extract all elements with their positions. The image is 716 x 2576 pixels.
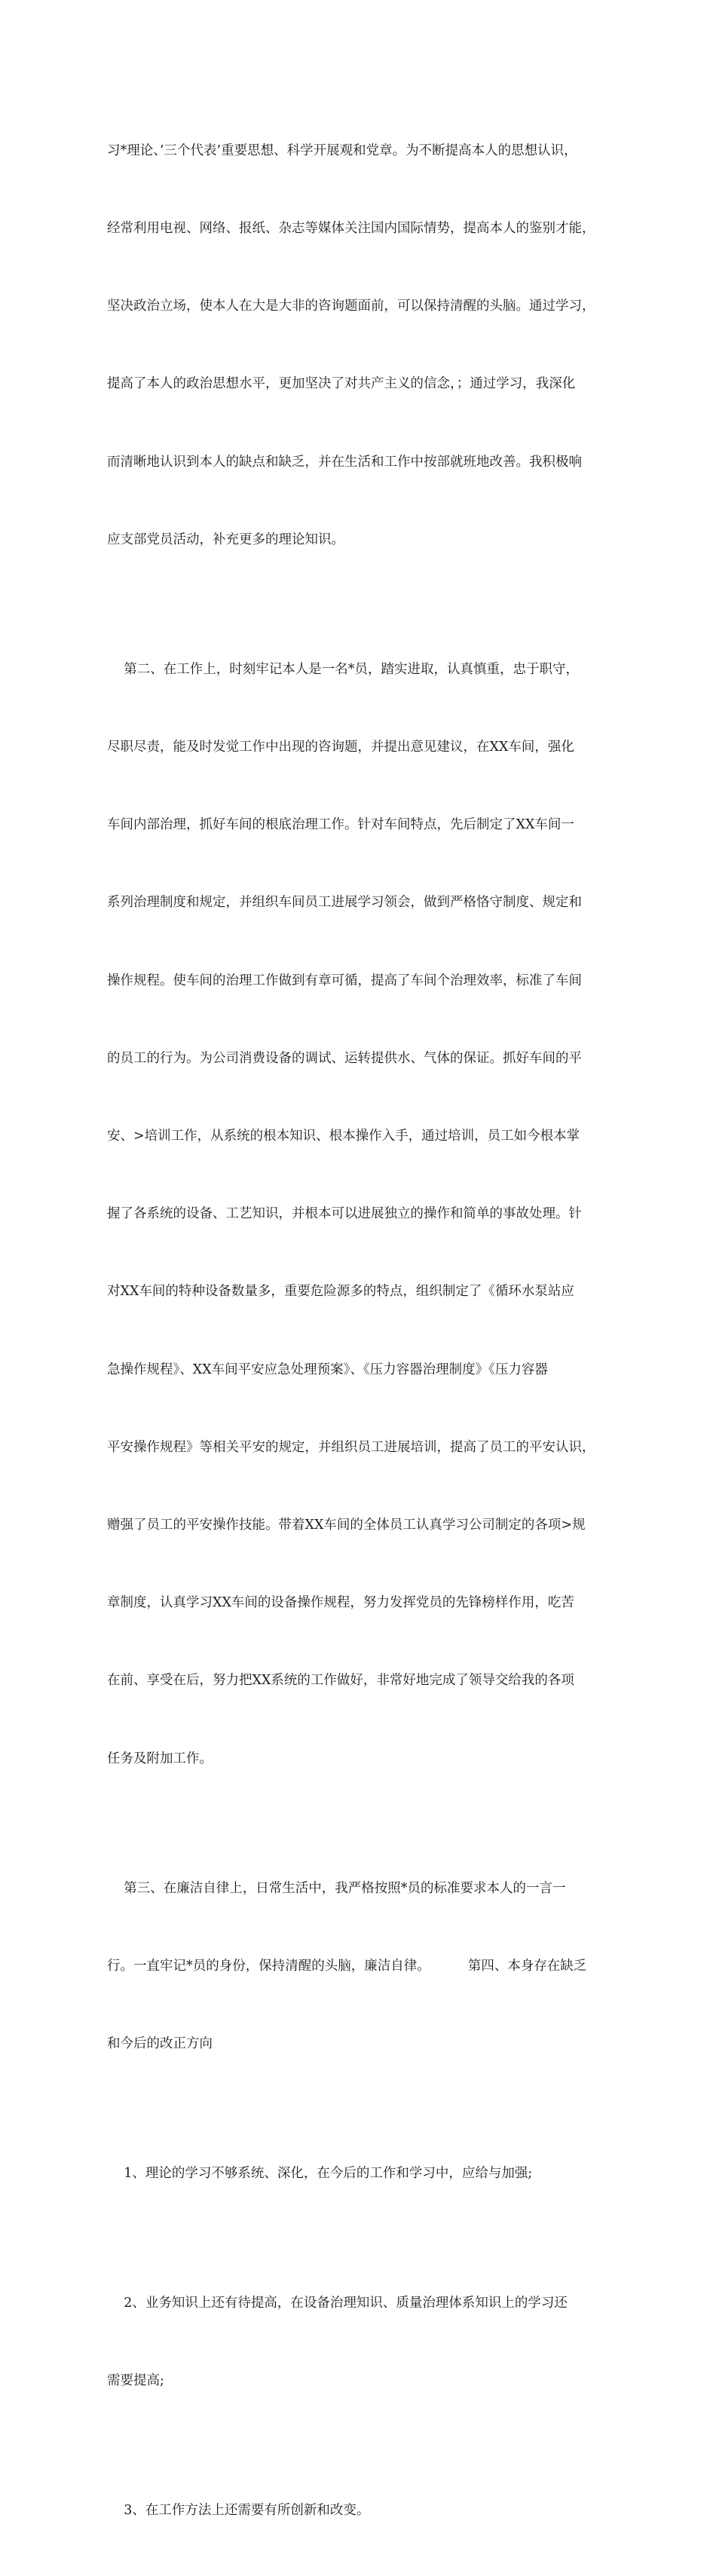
text-line: 握了各系统的设备、工艺知识，并根本可以进展独立的操作和简单的事故处理。针 — [107, 1206, 582, 1222]
list-item-3 — [107, 2446, 627, 2576]
text-line: 行。一直牢记*员的身份，保持清醒的头脑，廉洁自律。 第四、本身存在缺乏 — [107, 1958, 587, 1974]
text-line: 习*理论、’三个代表’重要思想、科学开展观和党章。为不断提高本人的思想认识， — [107, 142, 577, 158]
text-line: 的员工的行为。为公司消费设备的调试、运转提供水、气体的保证。抓好车间的平 — [107, 1050, 582, 1066]
text-line: 安、>培训工作，从系统的根本知识、根本操作入手，通过培训，员工如今根本掌 — [107, 1129, 580, 1144]
text-line: 第三、在廉洁自律上，日常生活中，我严格按照*员的标准要求本人的一言一 — [107, 1880, 566, 1896]
text-line: 赠强了员工的平安操作技能。带着XX车间的全体员工认真学习公司制定的各项>规 — [107, 1518, 586, 1533]
text-line: 尽职尽责，能及时发觉工作中出现的咨询题，并提出意见建议，在XX车间，强化 — [107, 740, 574, 755]
list-item-2 — [107, 2238, 627, 2446]
paragraph-integrity — [107, 1824, 627, 2109]
paragraph-study — [107, 86, 627, 605]
paragraph-work — [107, 605, 627, 1824]
text-line: 在前、享受在后，努力把XX系统的工作做好，非常好地完成了领导交给我的各项 — [107, 1673, 574, 1689]
text-line: 而清晰地认识到本人的缺点和缺乏，并在生活和工作中按部就班地改善。我积极响 — [107, 454, 582, 470]
text-line: 章制度，认真学习XX车间的设备操作规程，努力发挥党员的先锋榜样作用，吃苦 — [107, 1595, 574, 1611]
text-line: 和今后的改正方向 — [107, 2036, 213, 2052]
text-line: 需要提高; — [107, 2373, 164, 2389]
text-line: 2、业务知识上还有待提高，在设备治理知识、质量治理体系知识上的学习还 — [107, 2296, 568, 2311]
text-line: 应支部党员活动，补充更多的理论知识。 — [107, 531, 344, 547]
text-line: 3、在工作方法上还需要有所创新和改变。 — [107, 2503, 370, 2519]
text-line: 车间内部治理，抓好车间的根底治理工作。针对车间特点，先后制定了XX车间一 — [107, 817, 574, 833]
text-line: 任务及附加工作。 — [107, 1751, 213, 1766]
text-line: 操作规程。使车间的治理工作做到有章可循，提高了车间个治理效率，标准了车间 — [107, 973, 582, 988]
list-item-1 — [107, 2109, 627, 2238]
text-line: 坚决政治立场，使本人在大是大非的咨询题面前，可以保持清醒的头脑。通过学习， — [107, 299, 595, 314]
text-line: 1、理论的学习不够系统、深化，在今后的工作和学习中，应给与加强; — [107, 2166, 533, 2182]
text-line: 经常利用电视、网络、报纸、杂志等媒体关注国内国际情势，提高本人的鉴别才能， — [107, 221, 595, 237]
text-line: 提高了本人的政治思想水平，更加坚决了对共产主义的信念，；通过学习，我深化 — [107, 376, 576, 392]
text-line: 急操作规程》、XX车间平安应急处理预案》、《压力容器治理制度》《压力容器 — [107, 1362, 548, 1377]
text-line: 第二、在工作上，时刻牢记本人是一名*员，踏实进取，认真慎重，忠于职守， — [107, 661, 579, 677]
text-line: 平安操作规程》等相关平安的规定，并组织员工进展培训，提高了员工的平安认识， — [107, 1439, 595, 1455]
document-body — [107, 86, 627, 2576]
text-line: 对XX车间的特种设备数量多，重要危险源多的特点，组织制定了《循环水泵站应 — [107, 1284, 574, 1300]
text-line: 系列治理制度和规定，并组织车间员工进展学习领会，做到严格恪守制度、规定和 — [107, 895, 582, 911]
